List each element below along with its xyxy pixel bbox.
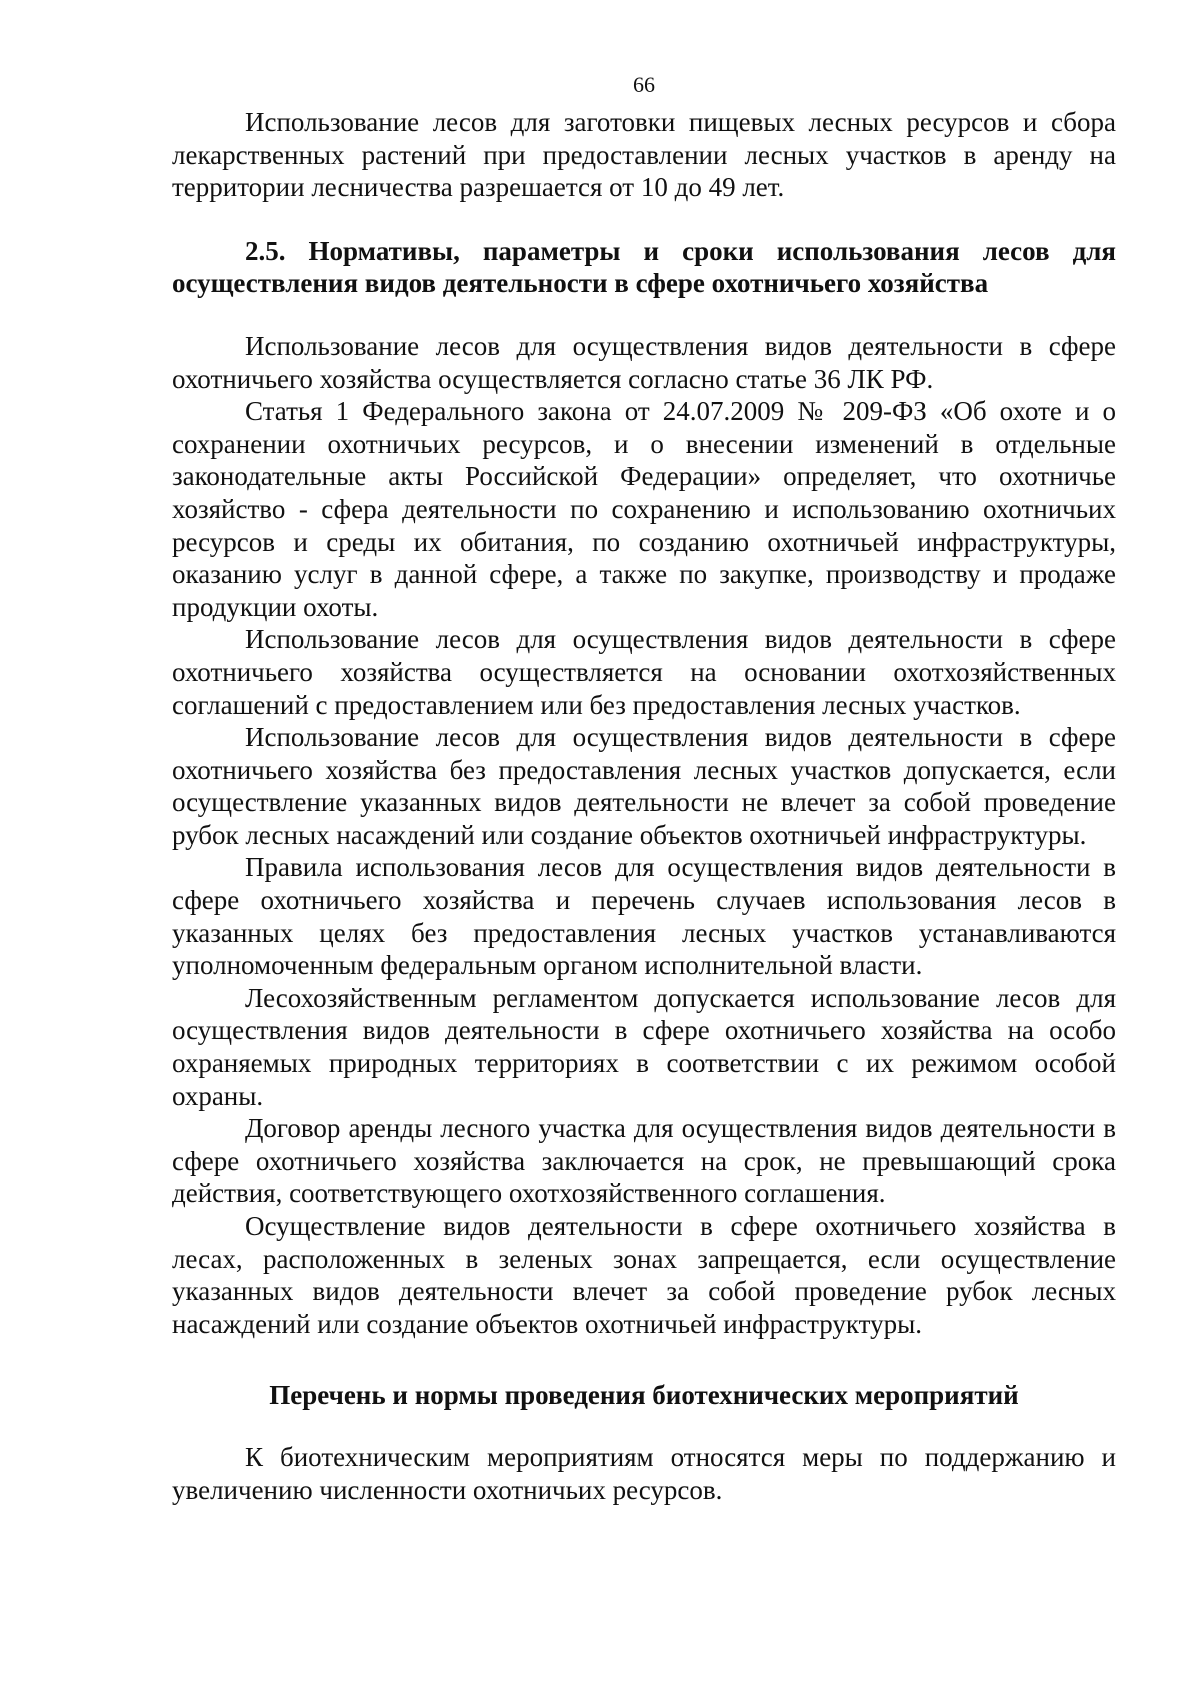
paragraph: Договор аренды лесного участка для осуществления видов деятельности в сфере охотничьего хозяйства заключается на срок, не превышающий срока действия, соответствующего охотхозяйственного соглашения. (172, 1113, 1116, 1209)
paragraph: Лесохозяйственным регламентом допускается использование лесов для осуществления видов деятельности в сфере охотничьего хозяйства на особо охраняемых природных территориях в соответствии с их режимом особой охраны. (172, 982, 1116, 1111)
section-body (172, 330, 1116, 1340)
paragraph: Правила использования лесов для осуществления видов деятельности в сфере охотничьего хозяйства и перечень случаев использования лесов в указанных целях без предоставления лесных участков устанавливаются уполномоченным федеральным органом исполнительной власти. (172, 852, 1116, 981)
intro-paragraph: Использование лесов для заготовки пищевых лесных ресурсов и сбора лекарственных растений при предоставлении лесных участков в аренду на территории лесничества разрешается от 10 до 49 лет. (172, 107, 1116, 203)
paragraph: Осуществление видов деятельности в сфере охотничьего хозяйства в лесах, расположенных в зеленых зонах запрещается, если осуществление указанных видов деятельности влечет за собой проведение рубок лесных насаждений или создание объектов охотничьей инфраструктуры. (172, 1211, 1116, 1339)
paragraph: Использование лесов для осуществления видов деятельности в сфере охотничьего хозяйства осуществляется согласно статье 36 ЛК РФ. (172, 330, 1116, 394)
document-page (172, 72, 1116, 1506)
section-heading: 2.5. Нормативы, параметры и сроки использования лесов для осуществления видов деятельности в сфере охотничьего хозяйства (172, 235, 1116, 299)
subsection-heading: Перечень и нормы проведения биотехнических мероприятий (269, 1380, 1019, 1411)
subsection-paragraph: К биотехническим мероприятиям относятся меры по поддержанию и увеличению численности охотничьих ресурсов. (172, 1441, 1116, 1505)
paragraph: Использование лесов для осуществления видов деятельности в сфере охотничьего хозяйства без предоставления лесных участков допускается, если осуществление указанных видов деятельности не влечет за собой проведение рубок лесных насаждений или создание объектов охотничьей инфраструктуры. (172, 722, 1116, 850)
page-number: 66 (633, 72, 655, 97)
paragraph: Статья 1 Федерального закона от 24.07.2009 № 209-ФЗ «Об охоте и о сохранении охотничьих ресурсов, и о внесении изменений в отдельные законодательные акты Российской Федерации» определяет, что охотничье хозяйство - сфера деятельности по сохранению и использованию охотничьих ресурсов и среды их обитания, по созданию охотничьей инфраструктуры, оказанию услуг в данной сфере, а также по закупке, производству и продаже продукции охоты. (172, 396, 1116, 622)
paragraph: Использование лесов для осуществления видов деятельности в сфере охотничьего хозяйства осуществляется на основании охотхозяйственных соглашений с предоставлением или без предоставления лесных участков. (172, 624, 1116, 720)
